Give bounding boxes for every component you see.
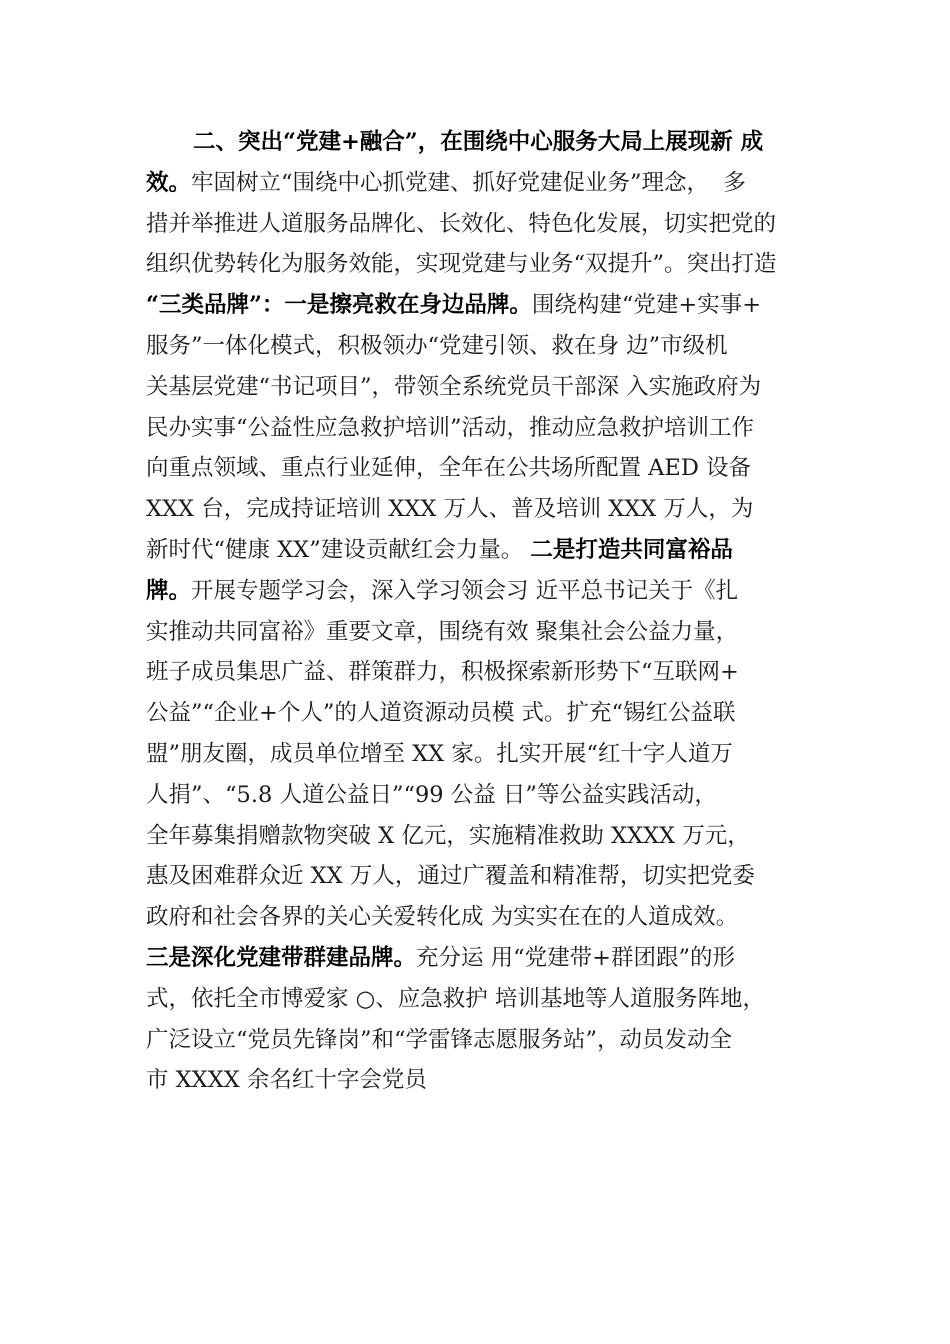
- text-line: [146, 448, 836, 489]
- text-line: [146, 489, 836, 530]
- text-segment: 充分运 用“党建带+群团跟”的形: [416, 944, 736, 971]
- text-line: [146, 612, 836, 653]
- text-line: [146, 163, 836, 204]
- bold-text-segment: 二、突出“党建+融合”，在围绕中心服务大局上展现新 成: [193, 129, 764, 155]
- text-segment: 政府和社会各界的关心关爱转化成 为实实在在的人道成效。: [146, 904, 739, 931]
- text-line: [146, 285, 836, 326]
- text-segment: 措并举推进人道服务品牌化、长效化、特色化发展，切实把党的: [146, 210, 777, 237]
- text-line: [146, 408, 836, 449]
- text-line: [146, 938, 836, 979]
- text-line: [146, 244, 836, 285]
- text-line: [146, 897, 836, 938]
- body-text: [146, 122, 836, 1101]
- text-segment: 式，依托全市博爱家 ○、应急救护 培训基地等人道服务阵地，: [146, 985, 765, 1012]
- text-segment: 盟”朋友圈，成员单位增至 XX 家。扎实开展“红十字人道万: [146, 740, 733, 767]
- text-segment: 民办实事“公益性应急救护培训”活动，推动应急救护培训工作: [146, 414, 755, 441]
- bold-text-segment: 二是打造共同富裕品: [530, 536, 733, 563]
- text-segment: 市 XXXX 余名红十字会党员: [146, 1067, 427, 1094]
- text-line: [146, 652, 836, 693]
- text-line: [146, 816, 836, 857]
- text-line: [146, 856, 836, 897]
- text-line: [146, 1060, 836, 1101]
- bold-text-segment: 效。: [146, 169, 192, 196]
- text-line: [146, 979, 836, 1020]
- text-segment: 服务”一体化模式，积极领办“党建引领、救在身 边”市级机: [146, 332, 728, 359]
- text-segment: XXX 台，完成持证培训 XXX 万人、普及培训 XXX 万人，为: [146, 496, 754, 523]
- text-line: [146, 1020, 836, 1061]
- text-line: [146, 571, 836, 612]
- text-segment: 关基层党建“书记项目”，带领全系统党员干部深 入实施政府为: [146, 373, 762, 400]
- text-segment: 广泛设立“党员先锋岗”和“学雷锋志愿服务站”，动员发动全: [146, 1026, 733, 1053]
- text-line: [146, 326, 836, 367]
- bold-text-segment: 三是深化党建带群建品牌。: [146, 944, 417, 971]
- text-segment: 实推动共同富裕》重要文章，围绕有效 聚集社会公益力量，: [146, 618, 739, 645]
- text-line: [146, 204, 836, 245]
- text-line: [146, 693, 836, 734]
- text-segment: 开展专题学习会，深入学习领会习 近平总书记关于《扎: [191, 577, 739, 604]
- text-segment: 围绕构建“党建+实事+: [531, 292, 762, 319]
- text-line: [146, 122, 836, 163]
- text-segment: 班子成员集思广益、群策群力，积极探索新形势下“互联网+: [146, 659, 739, 686]
- text-segment: 惠及困难群众近 XX 万人，通过广覆盖和精准帮，切实把党委: [146, 863, 755, 890]
- text-segment: 新时代“健康 XX”建设贡献红会力量。: [146, 536, 531, 563]
- text-segment: 人捐”、“5.8 人道公益日”“99 公益 日”等公益实践活动，: [146, 781, 717, 808]
- text-segment: 组织优势转化为服务效能，实现党建与业务“双提升”。突出打造: [146, 251, 777, 278]
- text-line: [146, 367, 836, 408]
- text-line: [146, 734, 836, 775]
- bold-text-segment: “三类品牌”：一是擦亮救在身边品牌。: [146, 292, 532, 319]
- text-line: [146, 775, 836, 816]
- text-segment: 牢固树立“围绕中心抓党建、抓好党建促业务”理念， 多: [191, 169, 746, 196]
- text-segment: 向重点领域、重点行业延伸，全年在公共场所配置 AED 设备: [146, 455, 752, 482]
- bold-text-segment: 牌。: [146, 577, 192, 604]
- text-segment: 全年募集捐赠款物突破 X 亿元，实施精准救助 XXXX 万元，: [146, 822, 750, 849]
- text-line: [146, 530, 836, 571]
- text-segment: 公益”“企业+个人”的人道资源动员模 式。扩充“锡红公益联: [146, 700, 736, 727]
